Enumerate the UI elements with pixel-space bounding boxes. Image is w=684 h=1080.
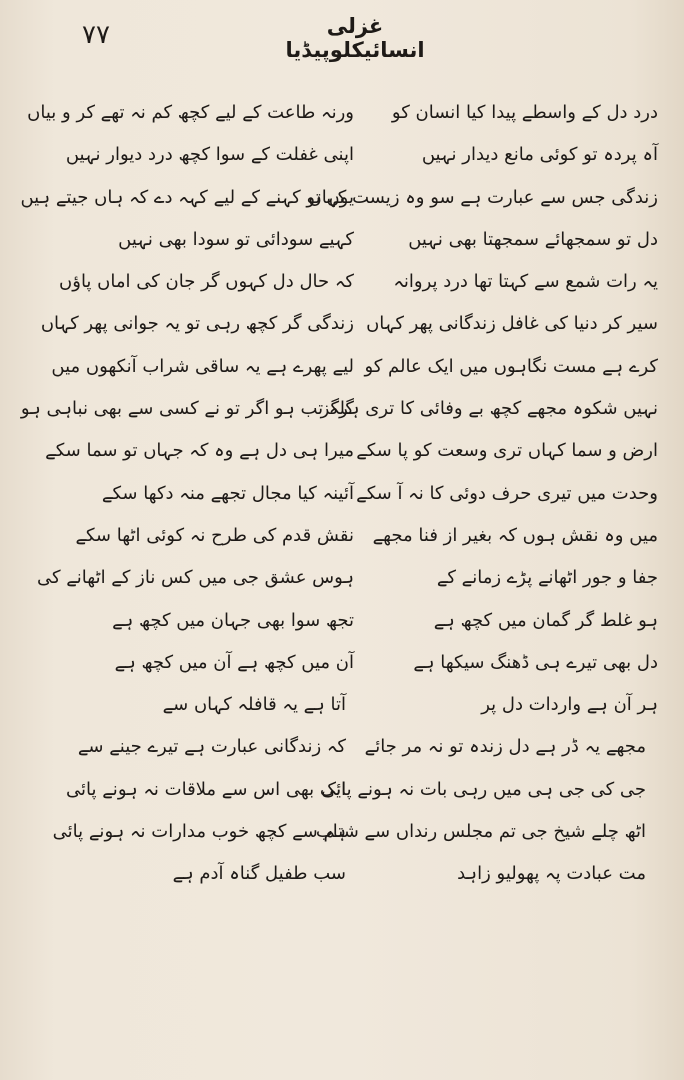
verse-line: میرا ہی دل ہے وہ کہ جہاں تو سما سکے <box>45 440 354 462</box>
verse-line: آتا ہے یہ قافلہ کہاں سے <box>162 694 346 716</box>
verse-line: آن میں کچھ ہے آن میں کچھ ہے <box>114 651 354 673</box>
verse-line: ایک بھی اس سے ملاقات نہ ہونے پائی <box>66 778 346 800</box>
verse-line: اپنی غفلت کے سوا کچھ درد دیوار نہیں <box>65 144 354 166</box>
verse-line: جفا و جور اٹھانے پڑے زمانے کے <box>436 567 658 589</box>
verse-line: کہ زندگانی عبارت ہے تیرے جینے سے <box>77 736 346 758</box>
right-column-couplets <box>308 92 658 896</box>
running-title: غزلی انسائیکلوپیڈیا <box>285 14 425 62</box>
verse-line: گلہ تب ہو اگر تو نے کسی سے بھی نباہی ہو <box>20 398 354 420</box>
verse-line: یوں تو کہنے کے لیے کہہ دے کہ ہاں جیتے ہیں <box>20 186 354 208</box>
verse-line: ورنہ طاعت کے لیے کچھ کم نہ تھے کر و بیاں <box>27 102 354 123</box>
left-column-couplets <box>20 92 354 896</box>
verse-line: یہ رات شمع سے کہتا تھا درد پروانہ <box>393 271 658 293</box>
verse-line: اٹھ چلے شیخ جی تم مجلس رنداں سے شتاب <box>315 821 646 843</box>
verse-line: زندگی گر کچھ رہی تو یہ جوانی پھر کہاں <box>40 313 354 335</box>
verse-line: نقش قدم کی طرح نہ کوئی اٹھا سکے <box>75 524 354 546</box>
verse-line: درد دل کے واسطے پیدا کیا انسان کو <box>391 102 658 123</box>
verse-line: کہیے سودائی تو سودا بھی نہیں <box>118 228 354 250</box>
verse-line: لیے پھرے ہے یہ ساقی شراب آنکھوں میں <box>51 355 354 377</box>
verse-line: میں وہ نقش ہوں کہ بغیر از فنا مجھے <box>372 524 658 546</box>
page-number: ۷۷ <box>82 20 110 50</box>
verse-line: ہو غلط گر گمان میں کچھ ہے <box>433 609 658 631</box>
verse-line: مت عبادت پہ پھولیو زاہد <box>457 863 646 885</box>
verse-line: سب طفیل گناہ آدم ہے <box>172 863 346 885</box>
verse-line: نہیں شکوہ مجھے کچھ بے وفائی کا تری ہرگز <box>320 398 658 420</box>
verse-line: سیر کر دنیا کی غافل زندگانی پھر کہاں <box>366 313 658 335</box>
verse-line: کرے ہے مست نگاہوں میں ایک عالم کو <box>364 355 658 377</box>
verse-line: آہ پردہ تو کوئی مانع دیدار نہیں <box>421 144 658 166</box>
verse-line: ہر آن ہے واردات دل پر <box>481 694 658 716</box>
verse-line: دل تو سمجھائے سمجھتا بھی نہیں <box>408 228 658 250</box>
verse-line: مجھے یہ ڈر ہے دل زندہ تو نہ مر جائے <box>364 736 646 758</box>
verse-line: زندگی جس سے عبارت ہے سو وہ زیست کہاں <box>308 186 658 208</box>
verse-line: جی کی جی ہی میں رہی بات نہ ہونے پائی <box>321 778 646 800</box>
verse-line: ہوس عشق جی میں کس ناز کے اٹھانے کی <box>36 567 354 589</box>
verse-line: تجھ سوا بھی جہان میں کچھ ہے <box>112 609 354 631</box>
verse-line: دل بھی تیرے ہی ڈھنگ سیکھا ہے <box>413 651 658 673</box>
verse-line: ہم سے کچھ خوب مدارات نہ ہونے پائی <box>52 821 346 843</box>
verse-line: کہ حال دل کہوں گر جان کی اماں پاؤں <box>59 271 354 293</box>
verse-line: ارض و سما کہاں تری وسعت کو پا سکے <box>356 440 658 462</box>
verse-line: وحدت میں تیری حرف دوئی کا نہ آ سکے <box>356 482 658 504</box>
verse-line: آئینہ کیا مجال تجھے منہ دکھا سکے <box>101 482 354 504</box>
